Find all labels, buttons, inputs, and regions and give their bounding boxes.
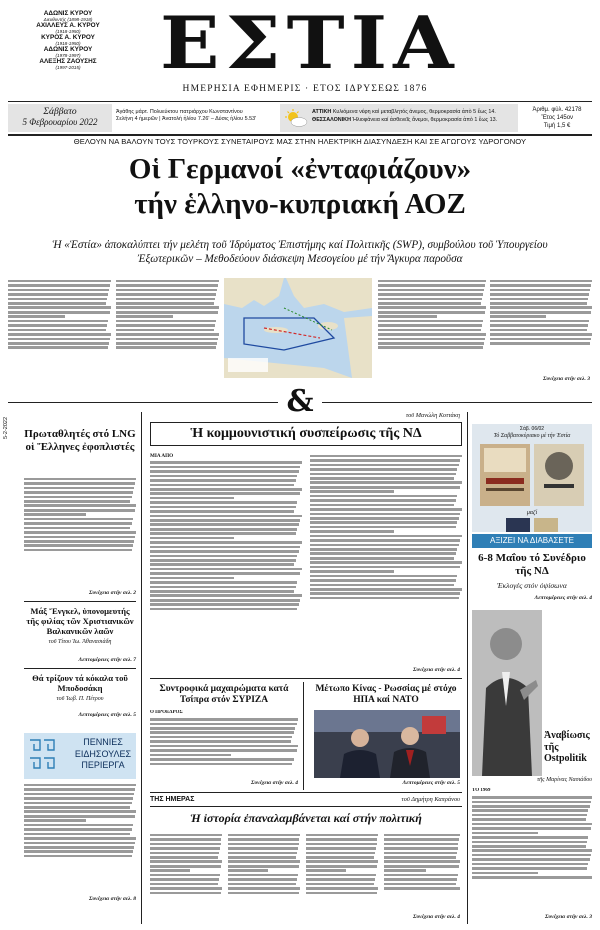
center-body-right (310, 453, 462, 665)
periergo-cont: Συνέχεια στήν σελ. 8 (89, 896, 136, 902)
left-story1-body (24, 476, 136, 586)
lead-kicker: ΘΕΛΟΥΝ ΝΑ ΒΑΛΟΥΝ ΤΟΥΣ ΤΟΥΡΚΟΥΣ ΣΥΝΕΤΑΙΡΟΥΣ ΜΑΣ ΣΤΗΝ ΗΛΕΚΤΡΙΚΗ ΔΙΑΣΥΝΔΕΣΗ ΚΑΙ ΣΕ ΑΓΩΓΟΥΣ ΥΔΡΟΓΟΝΟΥ (73, 137, 527, 146)
lead-deck: Ἡ «Ἑστία» ἀποκαλύπτει τήν μελέτη τοῦ Ἰδρύματος Ἐπιστήμης καί Πολιτικῆς (SWP), συμβούλου τοῦ Ὑπουργείου Ἐξωτερικῶν – Μεθοδεύουν διάσκεψη Μεσογείου μέ τήν Ἄγκυρα παροῦσα (52, 239, 548, 265)
promo-with: μαζί (526, 510, 538, 516)
side-date: 5-2-2022 (3, 416, 9, 439)
center-headline-box (150, 422, 462, 446)
tis-body-2 (228, 832, 300, 922)
story-a-title: Συντροφικά μαχαιρώματα κατά Τσίπρα στόν ΣΥΡΙΖΑ (159, 684, 289, 705)
lead-headline-line2: τήν ἑλληνο-κυπριακή ΑΟΖ (134, 188, 466, 220)
weather-sun-icon (284, 108, 308, 128)
masthead-title: ΕΣΤΙΑ (160, 1, 460, 86)
story-a-cont: Συνέχεια στήν σελ. 4 (251, 780, 298, 786)
issue-number: Ἀριθμ. φύλ. 42178 (532, 107, 582, 113)
center-byline: τοῦ Μανώλη Κοττάκη (405, 412, 460, 419)
lead-body-col-2 (116, 278, 219, 382)
book-covers-icon (478, 442, 586, 508)
lead-body-col-3 (378, 278, 486, 382)
aksizei-banner: ΑΞΙΖΕΙ ΝΑ ΔΙΑΒΑΣΕΤΕ (472, 534, 592, 548)
anav-body: ΤΟ 1969 (472, 788, 592, 912)
promo-date: Σάβ. 06/02 (519, 426, 545, 432)
lead-headline-line1: Οἱ Γερμανοί «ἐνταφιάζουν» (128, 153, 472, 185)
weekend-promo[interactable] (472, 424, 592, 532)
center-cont: Συνέχεια στήν σελ. 4 (413, 667, 460, 673)
date-label: 5 Φεβρουαρίου 2022 (22, 117, 98, 127)
issue-year: Ἔτος 145ον (540, 115, 574, 121)
left-story2-title: Μάξ Ἔνγκελ, ὑπονομευτής τῆς φιλίας τῶν Χριστιανικῶν Βαλκανικῶν λαῶν (26, 606, 134, 636)
center-body-left: ΜΙΑ ΑΠΟ (150, 453, 302, 673)
anav-cont: Συνέχεια στήν σελ. 3 (545, 914, 592, 920)
founder-3: ΚΥΡΟΣ Α. ΚΥΡΟΥ (41, 34, 95, 41)
putin-xi-photo (314, 710, 460, 778)
statesman-portrait-icon (472, 610, 542, 776)
story-a-body: Ο ΠΡΟΕΔΡΟΣ (150, 710, 298, 782)
tis-imeras-label: ΤΗΣ ΗΜΕΡΑΣ (150, 796, 195, 803)
tis-imeras-headline: Ἡ ἱστορία ἐπαναλαμβάνεται καί στήν πολιτική (190, 811, 422, 825)
cd-beethoven-icon (506, 518, 558, 532)
tis-body-1 (150, 832, 222, 922)
saints-text: Ἁγάθης μάρτ. Πολυεύκτου πατριάρχου Κωνσταντίνου (116, 109, 243, 115)
weather-box (280, 104, 518, 132)
aksizei-title: 6-8 Μαΐου τό Συνέδριο τῆς ΝΔ (478, 552, 586, 577)
ampersand-divider: & (286, 384, 314, 419)
lead-body-col-4 (490, 278, 592, 374)
tis-cont: Συνέχεια στήν σελ. 4 (413, 914, 460, 920)
lead-body-col-1 (8, 278, 111, 382)
story-b-cont: Λεπτομέρειες στήν σελ. 5 (402, 780, 460, 786)
aksizei-sub: Ἐκλογές στόν ὀψίσωνα (497, 581, 567, 590)
center-headline: Ἡ κομμουνιστική συσπείρωσις τῆς ΝΔ (190, 426, 422, 441)
issue-price: Τιμή 1,5 € (543, 123, 571, 129)
periergo-title: ΠΕΝΝΙΕΣ ΕΙΔΗΣΟΥΛΕΣ ΠΕΡΙΕΡΓΑ (74, 737, 132, 770)
tis-body-4 (384, 832, 460, 914)
lead-continued: Συνέχεια στήν σελ. 3 (543, 376, 590, 382)
left-story3-cont: Λεπτομέρειες στήν σελ. 5 (78, 712, 136, 718)
left-story1-title: Πρωταθλητές στό LNG οἱ Ἕλληνες ἐφοπλιστές (24, 428, 136, 453)
weather-thessaloniki: ΘΕΣΣΑΛΟΝΙΚΗ Ἡλιοφάνεια καί ἀσθενεῖς ἄνεμοι, θερμοκρασία ἀπὸ 1 ἕως 13. (312, 116, 498, 123)
founder-1: ΑΔΩΝΙΣ ΚΥΡΟΥ (43, 10, 93, 17)
left-story1-cont: Συνέχεια στήν σελ. 2 (89, 590, 136, 596)
left-story2-byline: τοῦ Τίτου Ἰω. Ἀθανασιάδη (48, 639, 112, 645)
left-story3-title: Θά τρίζουν τά κόκαλα τοῦ Μποδοσάκη (32, 673, 128, 693)
promo-title: Τό Σαββατοκύριακο μέ τήν Ἑστία (493, 433, 571, 439)
issue-box (522, 104, 592, 132)
story-b-title: Μέτωπο Κίνας - Ρωσσίας μέ στόχο ΗΠΑ καί ΝΑΤΟ (315, 684, 457, 705)
ornament-pattern-icon (26, 736, 64, 776)
periergo-box (24, 733, 136, 779)
left-story3-byline: τοῦ Ἰωβ. Π. Πέτρου (56, 696, 104, 702)
tis-body-3 (306, 832, 378, 922)
aksizei-cont: Λεπτομέρειες στήν σελ. 4 (534, 595, 592, 601)
ostpolitik-photo (472, 610, 542, 776)
anav-byline: τῆς Μαρίνας Νασιάδου (537, 777, 592, 783)
masthead-subtitle: ΗΜΕΡΗΣΙΑ ΕΦΗΜΕΡΙΣ · ΕΤΟΣ ΙΔΡΥΣΕΩΣ 1876 (182, 84, 428, 94)
day-label: Σάββατο (43, 107, 77, 117)
founder-2: ΑΧΙΛΛΕΥΣ Α. ΚΥΡΟΥ (36, 22, 100, 29)
founders-list: ΑΔΩΝΙΣ ΚΥΡΟΥ Διευθυντής (1898-1918) ΑΧΙΛΛΕΥΣ Α. ΚΥΡΟΥ (1918-1950) ΚΥΡΟΣ Α. ΚΥΡΟΥ (1918-1950) ΑΔΩΝΙΣ ΚΥΡΟΥ (1978-1997) ΑΛΕΞΗΣ ΖΑΟΥΣΗΣ (1997-2015) (8, 10, 128, 70)
weather-attica: ΑΤΤΙΚΗ Κυλιόμενα νέφη καί μεταβλητός άνεμος, θερμοκρασία ἀπὸ 5 ἕως 14. (312, 109, 496, 115)
anav-title: Ἀναβίωσις τῆς Ostpolitik (544, 730, 590, 764)
saints-box (116, 104, 274, 132)
moon-text: Σελήνη 4 ἡμερῶν | Ἀνατολή ἡλίου 7.26' – Δύσις ἡλίου 5.53' (116, 116, 257, 122)
founder-5: ΑΛΕΞΗΣ ΖΑΟΥΣΗΣ (39, 58, 97, 65)
date-box (8, 104, 112, 132)
left-story2-cont: Λεπτομέρειες στήν σελ. 7 (78, 657, 136, 663)
founder-4: ΑΔΩΝΙΣ ΚΥΡΟΥ (43, 46, 93, 53)
lead-map (224, 278, 372, 378)
east-med-map-icon (224, 278, 372, 378)
periergo-body (24, 782, 136, 894)
tis-imeras-byline: τοῦ Δημήτρη Καπράνου (401, 796, 460, 803)
two-leaders-photo-icon (314, 710, 460, 778)
